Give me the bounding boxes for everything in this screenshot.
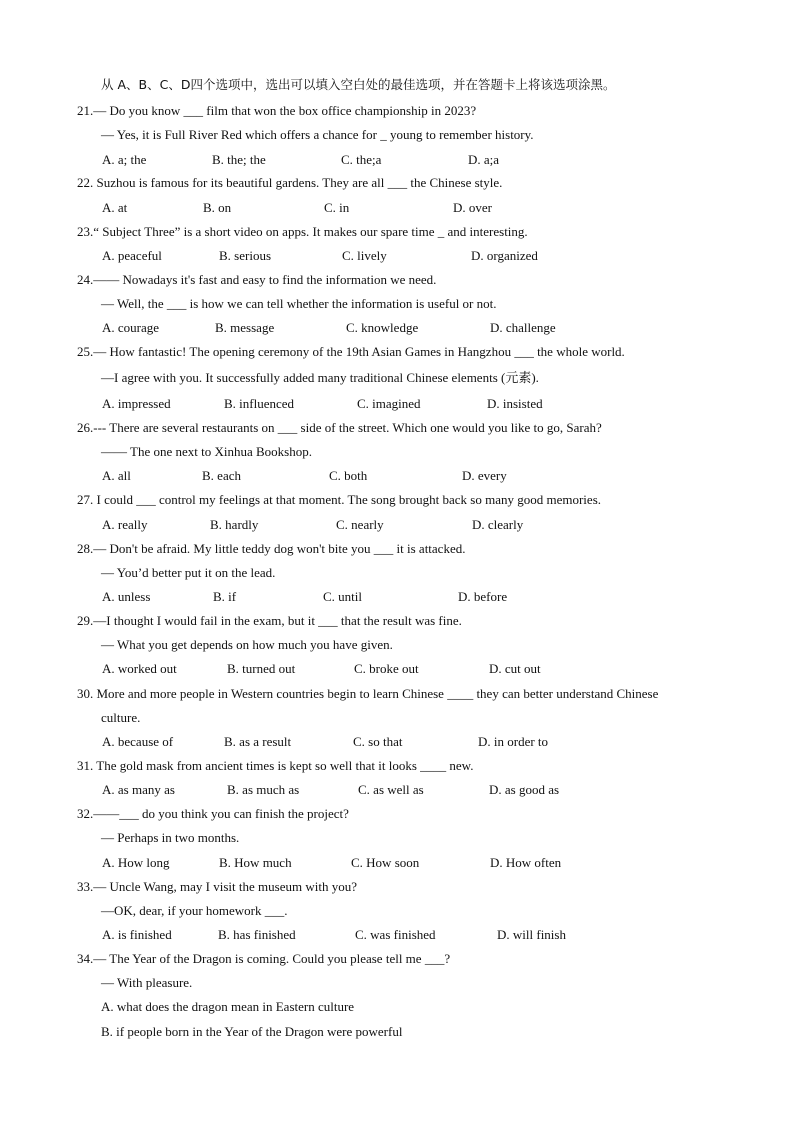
option-b[interactable]: B. hardly (210, 517, 259, 532)
question-line: — Perhaps in two months. (101, 830, 240, 845)
question-line: —I agree with you. It successfully added many traditional Chinese elements (元素). (101, 370, 539, 385)
option-d[interactable]: D. organized (471, 248, 538, 263)
option-c[interactable]: C. imagined (357, 396, 421, 411)
question-stem: 29.—I thought I would fail in the exam, but it ___ that the result was fine. (77, 613, 462, 628)
option-c[interactable]: C. lively (342, 248, 387, 263)
option-b[interactable]: B. turned out (227, 661, 296, 676)
option-text: A. what does the dragon mean in Eastern culture (101, 999, 355, 1014)
option-b[interactable]: B. as much as (227, 782, 300, 797)
question-stem: 21.— Do you know ___ film that won the box office championship in 2023? (77, 103, 477, 118)
option-c[interactable]: C. as well as (358, 782, 424, 797)
option-d[interactable]: D. cut out (489, 661, 541, 676)
option-b[interactable]: B. has finished (218, 927, 296, 942)
option-d[interactable]: D. a;a (468, 152, 500, 167)
question-line: culture. (101, 710, 141, 725)
option-b[interactable]: B. if (213, 589, 237, 604)
option-a[interactable]: A. How long (102, 855, 170, 870)
question-stem: 30. More and more people in Western countries begin to learn Chinese ____ they can better understand Chinese (77, 686, 659, 701)
question-stem: 31. The gold mask from ancient times is kept so well that it looks ____ new. (77, 758, 474, 773)
option-d[interactable]: D. will finish (497, 927, 566, 942)
option-a[interactable]: A. a; the (102, 152, 147, 167)
option-a[interactable]: A. unless (102, 589, 151, 604)
option-d[interactable]: D. as good as (489, 782, 560, 797)
option-b[interactable]: B. influenced (224, 396, 295, 411)
option-c[interactable]: C. knowledge (346, 320, 419, 335)
option-c[interactable]: C. How soon (351, 855, 420, 870)
option-b[interactable]: B. on (203, 200, 232, 215)
option-c[interactable]: C. in (324, 200, 350, 215)
question-stem: 22. Suzhou is famous for its beautiful gardens. They are all ___ the Chinese style. (77, 175, 503, 190)
option-a[interactable]: A. is finished (102, 927, 172, 942)
option-d[interactable]: D. insisted (487, 396, 543, 411)
option-a[interactable]: A. really (102, 517, 148, 532)
option-d[interactable]: D. every (462, 468, 507, 483)
option-c[interactable]: C. the;a (341, 152, 382, 167)
option-d[interactable]: D. over (453, 200, 492, 215)
option-c[interactable]: C. until (323, 589, 363, 604)
option-b[interactable]: B. the; the (212, 152, 266, 167)
option-text: B. if people born in the Year of the Dragon were powerful (101, 1024, 403, 1039)
question-stem: 23.“ Subject Three” is a short video on apps. It makes our spare time _ and interesting. (77, 224, 528, 239)
question-line: — Yes, it is Full River Red which offers a chance for _ young to remember history. (101, 127, 534, 142)
question-line: — You’d better put it on the lead. (101, 565, 276, 580)
question-line: — Well, the ___ is how we can tell whether the information is useful or not. (101, 296, 497, 311)
option-a[interactable]: A. at (102, 200, 128, 215)
option-a[interactable]: A. peaceful (102, 248, 162, 263)
option-d[interactable]: D. in order to (478, 734, 549, 749)
question-stem: 25.— How fantastic! The opening ceremony of the 19th Asian Games in Hangzhou ___ the whole world. (77, 344, 625, 359)
option-c[interactable]: C. so that (353, 734, 403, 749)
option-c[interactable]: C. nearly (336, 517, 384, 532)
question-stem: 24.—— Nowadays it's fast and easy to find the information we need. (77, 272, 437, 287)
option-b[interactable]: B. How much (219, 855, 292, 870)
question-line: —OK, dear, if your homework ___. (101, 903, 288, 918)
option-a[interactable]: A. all (102, 468, 131, 483)
question-stem: 33.— Uncle Wang, may I visit the museum with you? (77, 879, 357, 894)
question-stem: 26.--- There are several restaurants on ___ side of the street. Which one would you like to go, Sarah? (77, 420, 602, 435)
option-d[interactable]: D. How often (490, 855, 562, 870)
option-b[interactable]: B. as a result (224, 734, 292, 749)
option-b[interactable]: B. each (202, 468, 241, 483)
option-a[interactable]: A. as many as (102, 782, 175, 797)
option-c[interactable]: C. both (329, 468, 368, 483)
option-a[interactable]: A. worked out (102, 661, 177, 676)
instructions-text: 从 A、B、C、D四个选项中，选出可以填入空白处的最佳选项，并在答题卡上将该选项涂黑。 (101, 77, 616, 92)
option-c[interactable]: C. was finished (355, 927, 436, 942)
option-a[interactable]: A. courage (102, 320, 160, 335)
question-stem: 32.——___ do you think you can finish the project? (77, 806, 349, 821)
question-stem: 34.— The Year of the Dragon is coming. Could you please tell me ___? (77, 951, 451, 966)
option-d[interactable]: D. clearly (472, 517, 524, 532)
question-line: — With pleasure. (101, 975, 193, 990)
option-b[interactable]: B. serious (219, 248, 271, 263)
question-stem: 27. I could ___ control my feelings at that moment. The song brought back so many good memories. (77, 492, 601, 507)
option-a[interactable]: A. because of (102, 734, 174, 749)
question-line: — What you get depends on how much you have given. (101, 637, 393, 652)
option-b[interactable]: B. message (215, 320, 275, 335)
option-d[interactable]: D. challenge (490, 320, 556, 335)
question-stem: 28.— Don't be afraid. My little teddy dog won't bite you ___ it is attacked. (77, 541, 466, 556)
option-c[interactable]: C. broke out (354, 661, 419, 676)
option-d[interactable]: D. before (458, 589, 508, 604)
question-line: —— The one next to Xinhua Bookshop. (101, 444, 312, 459)
option-a[interactable]: A. impressed (102, 396, 171, 411)
